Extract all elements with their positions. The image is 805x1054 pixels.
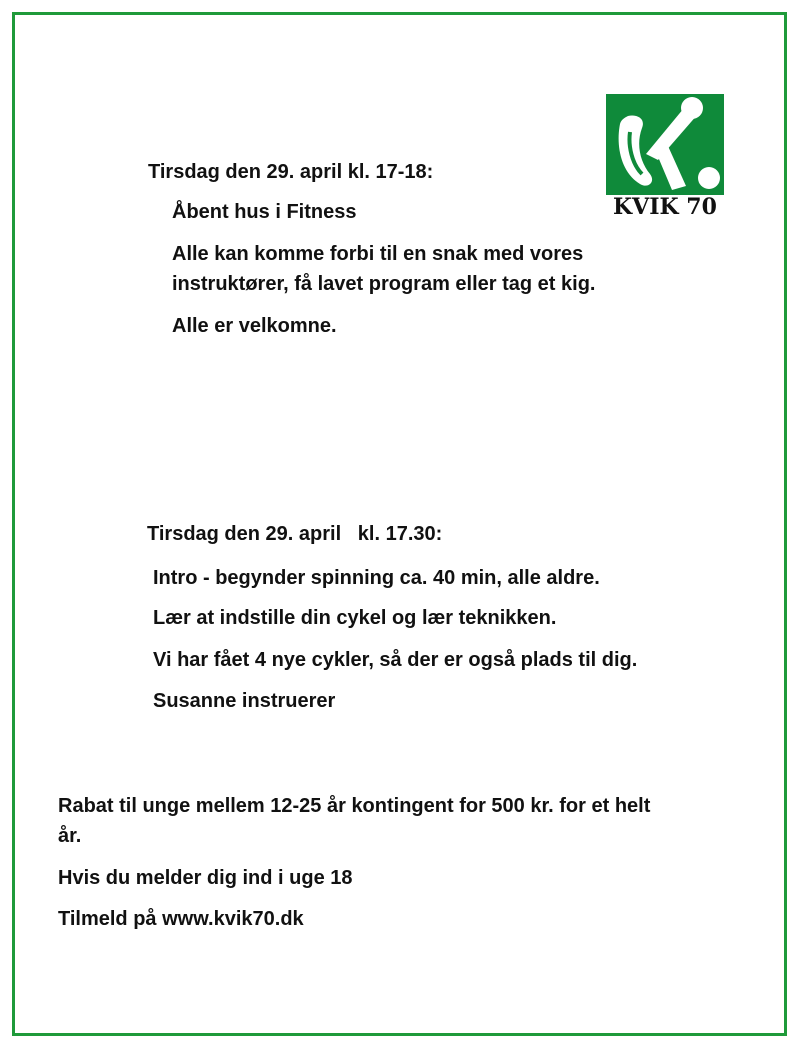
- section2-line4: Susanne instruerer: [153, 690, 336, 712]
- section2-line3: Vi har fået 4 nye cykler, så der er også plads til dig.: [153, 649, 638, 671]
- section2-line1: Intro - begynder spinning ca. 40 min, alle aldre.: [153, 567, 600, 589]
- section1-line3: Alle er velkomne.: [172, 315, 337, 337]
- section1-line2b: instruktører, få lavet program eller tag et kig.: [172, 273, 596, 295]
- section2-heading: Tirsdag den 29. april kl. 17.30:: [147, 523, 443, 545]
- section1-line2a: Alle kan komme forbi til en snak med vores: [172, 243, 584, 265]
- section3-line1b: år.: [58, 825, 82, 847]
- section3-line1a: Rabat til unge mellem 12-25 år kontingent for 500 kr. for et helt: [58, 795, 651, 817]
- section1-heading: Tirsdag den 29. april kl. 17-18:: [148, 161, 434, 183]
- kvik70-logo-icon: [606, 94, 724, 195]
- kvik70-logo: [606, 94, 724, 222]
- section3-line3: Tilmeld på www.kvik70.dk: [58, 908, 304, 930]
- kvik70-logo-text: KVIK 70: [613, 194, 717, 220]
- section2-line2: Lær at indstille din cykel og lær teknikken.: [153, 607, 557, 629]
- section3-line2: Hvis du melder dig ind i uge 18: [58, 867, 353, 889]
- section1-line1: Åbent hus i Fitness: [172, 201, 357, 223]
